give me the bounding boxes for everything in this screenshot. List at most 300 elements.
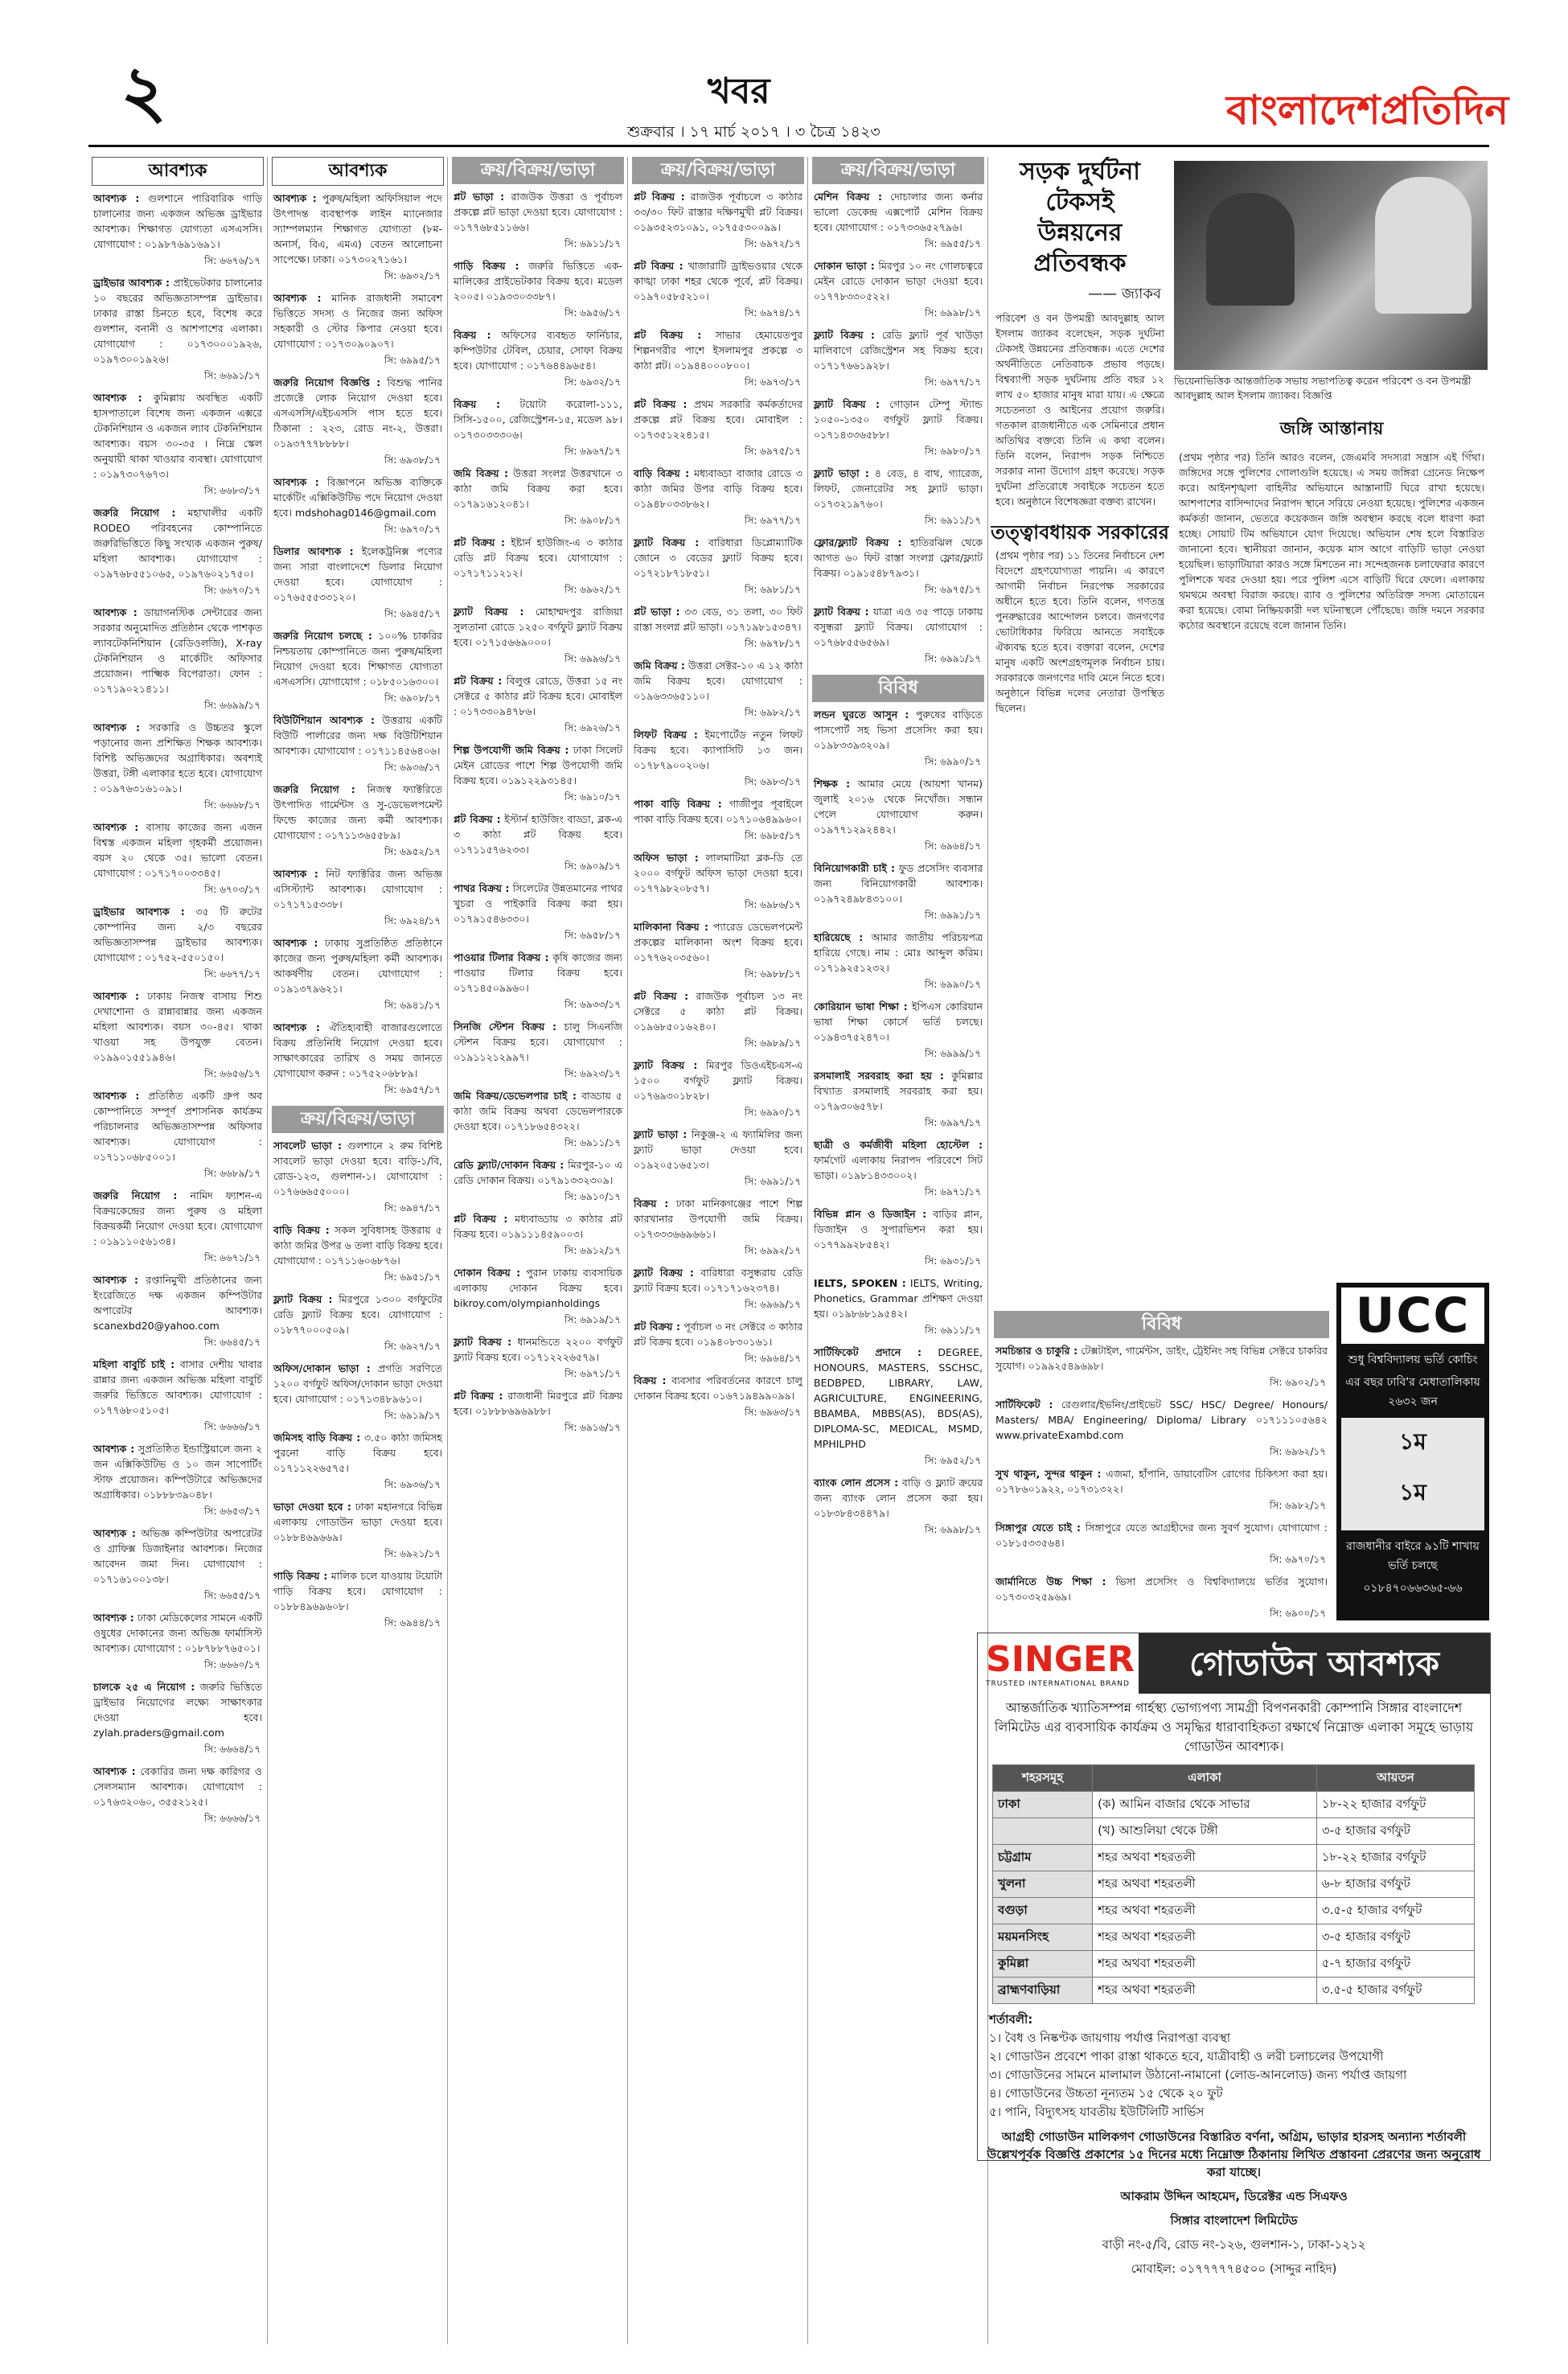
ad-lead: বিনিয়োগকারী চাই : [814,862,895,874]
table-row [993,1818,1475,1845]
ad-lead: শিল্প উপযোগী জমি বিক্রয় : [454,744,569,756]
ad-reference: সি: ৬৯৯১/১৭ [744,1176,801,1187]
ad-lead: রেডি ফ্ল্যাট/দোকান বিক্রয় : [454,1159,564,1171]
ad-lead: আবশ্যক : [273,1021,320,1033]
singer-intro: আন্তর্জাতিক খ্যাতিসম্পন্ন গার্হস্থ্য ভোগ্যপণ্য সামগ্রী বিপণনকারী কোম্পানি সিঙ্গার বাংলাদেশ লিমিটেড এর ব্যবসায়িক কার্যক্রম ও সমৃদ্ধির ধারাবাহিকতা রক্ষার্থে নিম্নোক্ত এলাকা সমূহে ভাড়ায় গোডাউন আবশ্যক। [994,1700,1474,1754]
table-cell-size: ৫-৭ হাজার বর্গফুট [1316,1951,1474,1978]
ad-text: পূর্বাচল ৩ নং সেক্টরে ৩ কাঠার প্লট বিক্রয় হবে। ০১৯৪০৮৩০১৬১। [634,1320,802,1348]
table-cell-area: শহর অথবা শহরতলী [1093,1898,1317,1924]
ad-text: সরকারি ও উচ্চতর স্কুলে পড়ানোর জন্য প্রশিক্ষিত শিক্ষক আবশ্যক। বিশিষ্ট অভিজ্ঞদের অগ্রাধিকার। অবশ্যই উত্তরা, টঙ্গী এলাকার হতে হবে। যোগাযোগ : ০১৯৭৬৩১৬১০৯১। [93,721,262,795]
ad-lead: বিক্রয় : [454,398,501,410]
ad-reference: সি: ৬৯৯০/১৭ [924,756,981,767]
ad-reference: সি: ৬৯১৯/১৭ [564,1314,621,1325]
ad-text: মিরপুরে ১৩০০ বর্গফুটের রেডি ফ্ল্যাট বিক্রয় হবে। যোগাযোগ : ০১৮৭৭০০০৫০৯। [273,1293,442,1336]
ad-reference: সি: ৬৯৯৬/১৭ [564,653,621,664]
news-byline: —— জ্যাকব [1088,285,1161,302]
ad-reference: সি: ৬৬৬৪/১৭ [203,1744,261,1755]
singer-note: আগ্রহী গোডাউন মালিকগণ গোডাউনের বিস্তারিত বর্ণনা, অগ্রিম, ভাড়ার হারসহ অন্যান্য শর্তাবলী উল্লেখপূর্বক বিজ্ঞপ্তি প্রকাশের ১৫ দিনের মধ্যে নিম্নোক্ত ঠিকানায় লিখিত প্রস্তাবনা প্রেরণের জন্য অনুরোধ করা যাচ্ছে। [987,2130,1481,2179]
table-cell-city: বগুড়া [993,1898,1093,1924]
ad-lead: প্লট বিক্রয় : [454,1213,508,1225]
ad-reference: সি: ৬৯০৮/১৭ [564,515,621,526]
ad-text: প্যারেড ডেভেলপমেন্ট প্রকল্পের মালিকানা অংশ বিক্রয় হবে। ০১৭৭৬২০৩৫৬০। [634,921,802,963]
ad-reference: সি: ৬৬৭১/১৭ [203,1252,261,1263]
ad-lead: আবশ্যক : [93,990,139,1002]
ad-lead: সিঙ্গাপুর যেতে চাই : [995,1522,1081,1534]
contact-name: আকরাম উদ্দিন আহমেদ, ডিরেক্টর এন্ড সিএফও [1120,2189,1348,2204]
ad-lead: প্লট বিক্রয় : [634,329,702,341]
ad-lead: ফ্ল্যাট বিক্রয় : [634,1267,694,1279]
news-body-jongi: (প্রথম পৃষ্ঠার পর) তিনি আরও বলেন, জেএমবি সদস্যরা সন্ত্রাস এই গিঁথা। জঙ্গিদের সঙ্গে পুলিশের গোলাগুলি হয়েছে। এ সময় জঙ্গিরা গ্রেনেড নিক্ষেপ করে। আইনশৃঙ্খলা বাহিনীর অভিযানে আস্তানাটি ঘিরে রাখা হয়েছে। আশপাশের বাসিন্দাদের নিরাপদ স্থানে সরিয়ে নেওয়া হয়েছে। পুলিশের একজন কর্মকর্তা জানান, ভেতরে কয়েকজন জঙ্গি অবস্থান করছে বলে ধারণা করা হচ্ছে। সোয়াট টিম অভিযানে যোগ দিয়েছে। অভিযান শেষ হলে বিস্তারিত জানানো হবে। স্থানীয়রা জানান, কয়েক মাস আগে বাড়িটি ভাড়া নেওয়া হয়েছিল। ভাড়াটিয়ারা কারও সঙ্গে মিশতেন না। সন্দেহজনক চলাফেরার কারণে পুলিশকে খবর দেওয়া হয়। পরে পুলিশ এসে বাড়িটি ঘিরে ফেলে। এলাকায় থমথমে অবস্থা বিরাজ করছে। র‌্যাব ও পুলিশের অতিরিক্ত সদস্য মোতায়েন করা হয়েছে। বোমা নিষ্ক্রিয়কারী দল ঘটনাস্থলে পৌঁছেছে। জঙ্গি দমনে সরকার কঠোর অবস্থানে রয়েছে বলে জানান তিনি। [1179,451,1484,631]
ad-reference: সি: ৬৯১৯/১৭ [384,1410,441,1421]
ad-lead: অফিস/দোকান ভাড়া : [273,1362,371,1374]
ad-reference: সি: ৬৯৯০/১৭ [744,1107,801,1118]
ad-text: বিলুপ্ত রোডে, উত্তরা ১৫ নং সেক্টরে ৫ কাঠার প্লট বিক্রয় হবে। মোবাইল : ০১৭৩৩০৯৪৭৮৬। [454,675,622,717]
ad-lead: জার্মানিতে উচ্চ শিক্ষা : [995,1575,1106,1587]
news-column-2 [1174,410,1489,1279]
ad-list [629,189,807,1422]
ad-list [809,189,987,668]
ad-reference: সি: ৬৯৬৯/১৭ [744,1299,801,1310]
ad-lead: ফ্ল্যাট বিক্রয় : [454,606,524,618]
ad-text: ঢাকায় নিজস্ব বাসায় শিশু দেখাশোনা ও রান্নাবান্নার জন্য একজন মহিলা আবশ্যক। বয়স ৩০-৪৫। থাকা খাওয়া সহ উপযুক্ত বেতন। ০১৯৯০১৫৫১৯৪৬। [93,990,262,1063]
ad-text: ইমপোর্টেড নতুন লিফট বিক্রয় হবে। ক্যাপাসিটি ১৩ জন। ০১৭৮৭৯০০২০৬। [634,729,802,771]
ad-lead: আবশ্যক : [273,937,318,949]
classified-ad [269,474,447,520]
condition-item: ২। গোডাউন প্রবেশে পাকা রাস্তা থাকতে হবে, যাত্রীবাহী ও লরী চলাচলের উপযোগী [989,2049,1384,2064]
ad-reference: সি: ৬৬৯৯/১৭ [203,700,261,711]
ad-lead: বাড়ি বিক্রয় : [634,467,690,479]
ad-reference: সি: ৬৯৯৫/১৭ [384,355,441,366]
ad-text: ঐতিহ্যবাহী বাজারগুলোতে বিক্রয় প্রতিনিধি নিয়োগ দেওয়া হবে। সাক্ষাৎকারের তারিখ ও সময় জানতে যোগাযোগ করুন : ০১৭৫২০৬৮৮৯। [273,1021,442,1079]
ad-reference: সি: ৬৯৫৫/১৭ [924,238,981,249]
ad-lead: প্লট বিক্রয় : [634,191,685,203]
ad-lead: মেশিন বিক্রয় : [814,191,882,203]
singer-advertisement [977,1633,1491,2276]
ad-lead: আবশ্যক : [93,1443,135,1455]
classified-ad [449,1211,627,1242]
column-heading: ক্রয়/বিক্রয়/ভাড়া [452,157,624,184]
ad-text: ইপিএস কোরিয়ান ভাষা শিক্ষা কোর্সে ভর্তি চলছে। ০১৯৪৩৭৫২৪৭০। [814,1000,983,1043]
ad-text: সুপ্রতিষ্ঠিত ইন্ডাস্ট্রিয়ালে জন্য ২ জন এক্সিকিউটিভ ও ১০ জন সাপোর্টিং স্টাফ প্রয়োজন। কম্পিউটারে অভিজ্ঞদের অগ্রাধিকার। ০১৮৮৮৩৯০৪৮। [93,1443,263,1501]
ad-text: বারিধারা ডিপ্লোম্যাটিক জোনে ৩ বেডের ফ্ল্যাট বিক্রয় হবে। ০১৭২১৮৭১৮৫১। [634,536,803,579]
column-3 [449,157,628,2344]
ad-text: রাজউক উত্তরা ও পূর্বাচল প্রকল্পে প্লট ভাড়া দেওয়া হবে। যোগাযোগ : ০১৭৭৬৮৫১১৬৬। [454,191,622,233]
ad-lead: অফিস ভাড়া : [634,852,699,864]
ad-reference: সি: ৬৯৯৭/১৭ [924,1117,981,1128]
ad-text: যাত্রা এও ৩৫ পাড়ে ঢাকায় বসুন্ধরা ফ্ল্যাট বিক্রয়। যোগাযোগ : ০১৭৬৮৫৫৬৫৬৯। [814,606,983,648]
conditions [978,2007,1490,2125]
dateline: শুক্রবার । ১৭ মার্চ ২০১৭ । ৩ চৈত্র ১৪২৩ [627,123,880,141]
classified-ad [809,1475,987,1521]
ad-text: মধ্যবাড্ডায় ৩ কাঠার প্লট বিক্রয় হবে। ০১৯১১১৪৫৯০০৩। [454,1213,622,1240]
ad-lead: হারিয়েছে : [814,931,864,943]
classified-ad [88,1088,267,1164]
ad-text: ১০০% চাকরির নিশ্চয়তায় কোম্পানিতে জন্য পুরুষ/মহিলা নিয়োগ দেওয়া হবে। শিক্ষাগত যোগ্যতা এসএসসি। যোগাযোগ : ০১৮৫০১৬৩০০। [273,630,442,688]
ad-reference: সি: ৬৯১১/১৭ [564,1137,621,1148]
ad-text: মোহাম্মদপুর রাজিয়া সুলতানা রোডে ১২৫০ বর্গফুট ফ্ল্যাট বিক্রয় হবে। ০১৭১৫৬৬৯০০০। [454,606,623,648]
table-header-size: আয়তন [1316,1765,1474,1792]
classified-ad [449,673,627,719]
ad-reference: সি: ৬৯৭১/১৭ [564,1368,621,1379]
ad-reference: সি: ৬৯৩১/১৭ [924,1255,981,1267]
ad-lead: জমি বিক্রয় : [634,659,685,672]
ad-text: রাজউক পূর্বাচলে ৩ কাঠার ৩৩/৩০ ফিট রাস্তার দক্ষিণমুখী প্লট বিক্রয়। ০১৯৩৫২৩১০৯১, ০১৭৫৫৩০০৯৯। [634,191,802,233]
ad-lead: আবশ্যক : [93,721,141,733]
ad-reference: সি: ৬৯২১/১৭ [384,1548,441,1559]
news-column-1 [991,157,1169,1307]
ad-lead: জরুরি নিয়োগ চলছে : [273,630,372,642]
classified-ad [629,189,807,235]
ad-text: খাজারাটি ড্রাইভওয়ার থেকে কাঙ্খা ঢাকা শহর থেকে পূর্বে, প্লট বিক্রয়। ০১৯৭০৫৮৫২১০। [634,260,802,302]
ad-lead: প্লট বিক্রয় : [634,990,689,1002]
ad-lead: ফ্লোর/ফ্ল্যাট বিক্রয় : [814,536,902,548]
ad-reference: সি: ৬৯২৪/১৭ [384,915,441,926]
ad-list [88,191,267,1828]
table-cell-city: খুলনা [993,1871,1093,1898]
condition-item: ৫। পানি, বিদ্যুৎসহ যাবতীয় ইউটিলিটি সার্ভিস [989,2105,1205,2119]
ad-reference: সি: ৬৯০২/১৭ [1269,1377,1326,1388]
column-1 [88,157,268,2344]
ad-lead: সার্টিফিকেট প্রদানে : [814,1346,922,1358]
column-heading: বিবিধ [994,1311,1329,1338]
ad-text: ইলেকট্রনিক্স পণ্যের জন্য সারা বাংলাদেশে ডিলার নিয়োগ দেওয়া হবে। যোগাযোগ : ০১৭৬৫৫৫৩৩১২০। [273,545,442,603]
ad-reference: সি: ৬৯০৮/১৭ [384,692,441,704]
classified-ad [269,1020,447,1081]
ad-list [449,189,627,1437]
ad-text: রপ্তানিমুখী প্রতিষ্ঠানের জন্য ইংরেজিতে দক্ষ একজন কম্পিউটার অপারেটর আবশ্যক। scanexbd20@yahoo.com [93,1274,262,1332]
ad-text: ৩.৫০ কাঠা জমিসহ পুরনো বাড়ি বিক্রয় হবে। ০১৭১১২২৬৫৭৫। [273,1431,442,1474]
ad-text: উত্তরা সেক্টর-১০ এ ১২ কাঠা জমি বিক্রয় হবে। যোগাযোগ : ০১৯৬৩৩৬৫১১০। [634,659,802,702]
ad-text: মিরপুর-১০ এ রেডি দোকান বিক্রয়। ০১৭৯১৩৩২৩০৯। [454,1159,622,1186]
classified-ad [449,535,627,581]
classified-ad [88,605,267,696]
singer-logo [978,1639,1139,1688]
column-4 [629,157,808,2344]
classified-ad [809,604,987,650]
singer-title: গোডাউন আবশ্যক [1139,1633,1490,1694]
ad-lead: পাথর বিক্রয় : [454,882,510,894]
table-cell-size: ৬-৮ হাজার বর্গফুট [1316,1871,1474,1898]
ad-text: বাড়ির প্লান, ডিজাইন ও সুপারভিশন করা হয়। ০১৭৭৯৯২৮৫৪২। [814,1208,983,1251]
table-cell-city: ব্রাহ্মণবাড়িয়া [993,1978,1093,2004]
ad-text: বিজ্ঞাপনে অভিজ্ঞ ব্যক্তিকে মার্কেটিং এক্সিকিউটিভ পদে নিয়োগ দেওয়া হবে। mdshohag0146@gmail.com [273,476,442,519]
ad-reference: সি: ৬৯৭৩/১৭ [744,376,801,388]
ad-lead: লন্ডন ঘুরতে আসুন : [814,709,909,721]
ad-lead: সিনজি স্টেশন বিক্রয় : [454,1021,556,1033]
classified-ad [809,1068,987,1114]
classified-ad [991,1343,1332,1374]
classified-ad [809,1275,987,1321]
ad-text: ৪ বেড, ৪ বাথ, গ্যারেজ, লিফট, জেনারেটর সহ ফ্ল্যাট ভাড়া। ০১৭৩২১৯৭৬০। [814,467,983,510]
ad-lead: IELTS, SPOKEN : [814,1277,906,1289]
classified-ad [88,1610,267,1656]
ad-reference: সি: ৬৯৭৫/১৭ [924,584,981,595]
ad-reference: সি: ৬৬৬৮/১৭ [203,799,261,811]
ad-reference: সি: ৬৬৭০/১৭ [203,585,261,596]
classified-ad [809,1206,987,1252]
photo-caption: ভিয়েনাভিত্তিক আন্তর্জাতিক সভায় সভাপতিত্ব করেন পরিবেশ ও বন উপমন্ত্রী আবদুল্লাহ আল ইসলাম জ্যাকব। বিজ্ঞপ্তি [1174,375,1472,401]
ad-lead: আবশ্যক : [93,1274,138,1286]
ad-lead: সুখ থাকুন, সুন্দর থাকুন : [995,1468,1102,1480]
classified-ad [269,544,447,605]
ad-list [269,191,447,1099]
column-heading: ক্রয়/বিক্রয়/ভাড়া [812,157,984,184]
ad-lead: ব্যাংক লোন প্রসেস : [814,1477,899,1489]
ad-lead: প্লট ভাড়া : [454,191,505,203]
ad-text: প্রথম সরকারি কর্মকর্তাদের প্রকল্পে প্লট বিক্রয় হবে। মোবাইল : ০১৭৩৫১২২৪১৫। [634,398,802,441]
ad-reference: সি: ৬৯৫৭/১৭ [384,1084,441,1095]
ad-lead: প্লট বিক্রয় : [454,536,506,548]
ad-lead: প্লট বিক্রয় : [454,675,503,687]
ucc-footer: রাজধানীর বাইরে ৯১টি শাখায় ভর্তি চলছে [1346,1540,1480,1572]
ad-text: উত্তরা সংলগ্ন উত্তরখানে ৩ কাঠা জমি বিক্রয় করা হবে। ০১৭৯১৬১২০৪১। [454,467,622,510]
ad-reference: সি: ৬৯৪৭/১৭ [384,1202,441,1214]
ad-text: দোচালার জন্য কর্নার ভালো ডেকেন্দ্র এক্সপোর্ট মেশিন বিক্রয় হবে। যোগাযোগ : ০১৭৩৩৬৫২৭৯৬। [814,191,983,233]
ad-lead: প্লট বিক্রয় : [634,398,688,410]
ad-lead: গাড়ি বিক্রয় : [454,260,519,272]
ad-reference: সি: ৬৬৮৯/১৭ [203,1168,261,1179]
ad-lead: ড্রাইভার আবশ্যক : [93,277,170,289]
classified-ad [809,999,987,1045]
classified-ad [449,742,627,788]
classified-ad [269,1430,447,1476]
ad-reference: সি: ৬৯৬৩/১৭ [744,1407,801,1418]
ad-reference: সি: ৬৯৩৬/১৭ [384,1479,441,1490]
ad-lead: আবশ্যক : [93,1765,136,1777]
classified-ad [991,1397,1332,1443]
company-mobile: মোবাইল: ০১৭৭৭৭৭৪৫০০ (সাদ্দুর নাহিদ) [1131,2261,1337,2276]
ucc-advertisement [1336,1283,1489,1620]
classified-ad [449,811,627,857]
classified-ad [629,658,807,704]
classified-ad [269,866,447,912]
classified-ad [449,1334,627,1365]
ad-text: রাজউক পূর্বাচল ১৩ নং সেক্টরে ৫ কাঠা প্লট বিক্রয়। ০১৯৬৮৫০১৬২৪০। [634,990,802,1033]
ad-reference: সি: ৬৬৭৬/১৭ [203,255,261,266]
ad-reference: সি: ৬৬৮৩/১৭ [203,485,261,496]
table-row [993,1924,1475,1951]
header-rule [88,145,1489,147]
ad-text: কৃষি কাজের জন্য পাওয়ার টিলার বিক্রয় হবে। ০১৭১৪৫০৯৯৬০। [454,951,622,994]
ad-reference: সি: ৬৯৮৯/১৭ [744,1037,801,1049]
ad-reference: সি: ৬৯৬২/১৭ [1269,1446,1326,1457]
table-cell-size: ৩.৫-৫ হাজার বর্গফুট [1316,1898,1474,1924]
ad-reference: সি: ৬৯৩৬/১৭ [384,762,441,773]
classified-ad [88,1679,267,1740]
table-body [993,1792,1475,2004]
ad-lead: বিউটিশিয়ান আবশ্যক : [273,714,375,726]
classified-ad [88,1764,267,1809]
news-headline: সড়ক দুর্ঘটনা টেকসই [1020,158,1140,216]
column-5 [809,157,988,2344]
classified-ad [269,782,447,843]
ad-lead: সাবলেট ভাড়া : [273,1140,342,1152]
ad-text: IELTS, Writing, Phonetics, Grammar প্রশিক্ষণ দেওয়া হয়। ০১৯৮৬৮১৯৫৪২। [814,1277,983,1320]
ad-text: প্রাইভেটকার চালানোর ১০ বছরের অভিজ্ঞতাসম্পন্ন ড্রাইভার। ঢাকার রাস্তা চিনতে হবে, বিশেষ করে গুলশান, বনানী ও আশপাশের এলাকা। যোগাযোগ : ০১৭৩০০০১৯২৬, ০১৯৭৩০০১৯২৬। [93,277,262,365]
ad-text: বাড়ি ও ফ্ল্যাট ক্রয়ের জন্য ব্যাংক লোন প্রসেস করা হয়। ০১৮৩৮৪৩৪৪৭৯। [814,1477,983,1519]
company-name: সিঙ্গার বাংলাদেশ লিমিটেড [1170,2213,1298,2228]
sub-heading: ক্রয়/বিক্রয়/ভাড়া [272,1106,444,1133]
table-cell-area: শহর অথবা শহরতলী [1093,1978,1317,2004]
ad-text: মধ্যবাড্ডা বাজার রোডে ৩ কাঠা জমির উপর বাড়ি বিক্রয় হবে। ০১৯৪৮০৩৩৮৬২। [634,467,802,510]
classified-ad [629,919,807,965]
classified-ad [88,191,267,252]
ad-reference: সি: ৬৬৪৫/১৭ [203,1337,261,1348]
classified-ad [629,1265,807,1296]
ad-reference: সি: ৬৯১২/১৭ [564,1245,621,1256]
ad-text: ৩৩ বেড, ৩১ তলা, ৩০ ফিট রাস্তা সংলগ্ন প্লট ভাড়া। ০১৭১৯৮১৫৩৪৭। [634,606,802,633]
table-cell-area: শহর অথবা শহরতলী [1093,1951,1317,1978]
ad-lead: ফ্ল্যাট বিক্রয় : [273,1293,333,1305]
ad-text: মিরপুর ১০ নং গোলচত্বরে মেইন রোডে দোকান ভাড়া দেওয়া হবে। ০১৭৭৮৩৩০৫২২। [814,260,983,302]
classified-ad [629,396,807,442]
ad-text: ঢাকায় সুপ্রতিষ্ঠিত প্রতিষ্ঠানে কাজের জন্য পুরুষ/মহিলা কর্মী আবশ্যক। আকর্ষণীয় বেতন। যোগাযোগ : ০১৯১৩৭৯৬২১। [273,937,443,995]
ad-lead: ফ্ল্যাট বিক্রয় : [814,329,875,341]
classified-ad [88,720,267,796]
ad-text: ফুড প্রসেসিং ব্যবসার জন্য বিনিয়োগকারী আবশ্যক। ০১৯৭২৪৯৮৪৩১০০। [814,862,983,905]
ad-reference: সি: ৬৯৯৮/১৭ [924,307,981,318]
table-cell-city [993,1818,1093,1845]
ad-reference: সি: ৬৯৭১/১৭ [924,1186,981,1197]
classified-ad [629,796,807,827]
table-cell-city: ময়মনসিংহ [993,1924,1093,1951]
classified-ad [809,466,987,511]
table-row [993,1792,1475,1818]
classified-ad [269,713,447,758]
condition-item: ৪। গোডাউনের উচ্চতা নূন্যতম ১৫ থেকে ২০ ফুট [989,2086,1223,2101]
classified-ad [629,327,807,373]
news-headline-3: তত্ত্বাবধায়ক সরকারের [991,521,1169,544]
ad-text: মিরপুর ডিওএইচএস-এ ১৫০০ বর্গফুট ফ্ল্যাট বিক্রয়। ০১৭৬৯৩০১৮২৮। [634,1059,802,1102]
person-left-image [1206,193,1295,306]
ad-reference: সি: ৬৯৪১/১৭ [384,1000,441,1011]
classified-ad [449,1088,627,1134]
table-cell-area: শহর অথবা শহরতলী [1093,1871,1317,1898]
classified-ad [269,935,447,996]
ad-lead: আবশ্যক : [93,821,139,833]
table-row [993,1951,1475,1978]
news-body: পরিবেশ ও বন উপমন্ত্রী আবদুল্লাহ আল ইসলাম জ্যাকব বলেছেন, সড়ক দুর্ঘটনা টেকসই উন্নয়নের প্রতিবন্ধক। এতে দেশের অর্থনীতিতে নেতিবাচক প্রভাব পড়ছে। বিশ্বব্যাপী সড়ক দুর্ঘটনায় প্রতি বছর ১২ লাখ ৫০ হাজার মানুষ মারা যায়। এ ক্ষেত্রে সচেতনতা ও আইনের প্রয়োগ জরুরি। গতকাল রাজধানীতে এক সেমিনারে প্রধান অতিথির বক্তব্যে তিনি এ কথা বলেন। তিনি বলেন, নিরাপদ সড়ক নিশ্চিতে সরকার নানা উদ্যোগ গ্রহণ করেছে। সড়ক দুর্ঘটনা প্রতিরোধে সবাইকে সচেতন হতে হবে। অনুষ্ঠানে বিশেষজ্ঞরা বক্তব্য রাখেন। [995,312,1164,507]
section-name: খবর [708,71,770,112]
ad-reference: সি: ৬৯৭৮/১৭ [744,638,801,649]
column-heading: আবশ্যক [92,157,264,186]
ad-text: কুমিল্লার বিখ্যাত রসমালাই সরবরাহ করা হয়। ০১৭৯৩০৬৫৭৮। [814,1070,983,1112]
ad-text: মানিক রাজধানী সমাবেশ ভিত্তিতে সদস্য ও নিজের জন্য অফিস সহকারী ও স্টোর কিপার নেওয়া হবে। যোগাযোগ : ০১৭৩০৯০৯০৭। [273,292,442,350]
classified-ad [809,776,987,837]
ad-reference: সি: ৬৯৫৬/১৭ [564,307,621,318]
ad-text: বেকারির জন্য দক্ষ কারিগর ও সেলসম্যান আবশ্যক। যোগাযোগ : ০১৭৬৩২০৬০, ৩৫৫২১২৫। [93,1765,262,1808]
ad-list [269,1138,447,1633]
ad-reference: সি: ৬৬৯১/১৭ [203,370,261,381]
classified-ad [449,258,627,304]
classified-ad [88,390,267,482]
masthead-part1: বাংলাদেশ [1226,86,1381,133]
ad-text: টয়োটা করোলা-১১১, সিসি-১৫০০, রেজিস্ট্রেশন-১৫, মডেল ৯৮। ০১৭৩০৩৩৩০৬। [454,398,622,441]
ad-reference: সি: ৬৯২৩/১৭ [564,1068,621,1079]
ad-reference: সি: ৬৯৯০/১৭ [924,979,981,990]
ucc-line1: শুধু বিশ্ববিদ্যালয় ভর্তি কোচিং [1348,1353,1478,1366]
ad-lead: ফ্ল্যাট বিক্রয় : [454,1336,512,1348]
ad-reference: সি: ৬৭০৩/১৭ [203,884,261,895]
ad-reference: সি: ৬৯৭৭/১৭ [924,376,981,388]
classified-ad [629,1373,807,1403]
ad-lead: প্লট বিক্রয় : [454,813,501,825]
ad-lead: ফ্ল্যাট বিক্রয় : [634,536,700,548]
ad-lead: ফ্ল্যাট বিক্রয় : [814,398,880,410]
ucc-result-1: ১ম [1399,1428,1426,1455]
ad-lead: প্লট বিক্রয় : [454,1390,503,1402]
ad-reference: সি: ৬৬৬৬/১৭ [203,1421,261,1432]
condition-item: ১। বৈধ ও নিষ্কণ্টক জায়গায় পর্যাপ্ত নিরাপত্তা ব্যবস্থা [989,2031,1231,2045]
ad-reference: সি: ৬৯৯১/১৭ [924,910,981,921]
ad-lead: ডিলার আবশ্যক : [273,545,354,557]
table-cell-size: ৩-৫ হাজার বর্গফুট [1316,1924,1474,1951]
ad-reference: সি: ৬৯৮০/১৭ [924,446,981,457]
ad-lead: পাওয়ার টিলার বিক্রয় : [454,951,549,963]
company-address: বাড়ী নং-৫/বি, রোড নং-১২৬, গুলশান-১, ঢাকা-১২১২ [1102,2237,1366,2252]
ad-text: মহাখালীর একটি RODEO পরিবহনের কোম্পানিতে জরুরিভিত্তিতে কিছু সংখ্যক একজন পুরুষ/মহিলা আবশ্যক। যোগাযোগ : ০১৯৭৬৮৫৫১০৬৫, ০১৯৭৬০২১৭৫০। [93,507,262,580]
godown-table [992,1764,1475,2004]
ad-reference: সি: ৬৯০৯/১৭ [564,860,621,872]
ad-lead: কোরিয়ান ভাষা শিক্ষা : [814,1000,908,1012]
ad-text: মালিক চলে যাওয়ায় টয়োটা গাড়ি বিক্রয় হবে। যোগাযোগ : ০১৮৮৪৯৬৯৬০৮। [273,1570,443,1612]
table-cell-area: (ক) আমিন বাজার থেকে সাভার [1093,1792,1317,1818]
ad-reference: সি: ৬৯৯১/১৭ [924,653,981,664]
table-row [993,1898,1475,1924]
ad-reference: সি: ৬৯১৬/১৭ [564,1422,621,1433]
ad-text: কুমিল্লায় অবস্থিত একটি হাসপাতালে বিশেষ জন্য একজন এক্সরে টেকনিশিয়ান ও একজন ল্যাব টেকনিশিয়ান আবশ্যক। বয়স ৩০-৩৫ । নিম্নে স্কেল অনুযায়ী থাকা খাওয়ার ব্যবস্থা। যোগাযোগ : ০১৯৭৩০৭৬৭৩। [93,392,262,480]
ad-reference: সি: ৬৯১০/১৭ [564,791,621,803]
ad-lead: বিক্রয় : [454,329,491,341]
classified-ad [629,727,807,773]
classified-ad [269,1361,447,1407]
classified-ad [629,850,807,896]
classified-ad [629,1196,807,1242]
ad-list [809,707,987,1539]
ad-lead: বিভিন্ন প্লান ও ডিজাইন : [814,1208,927,1220]
ad-lead: দোকান ভাড়া : [814,260,875,272]
classified-ad [269,1292,447,1337]
classified-ad [269,191,447,267]
classified-ad [809,1345,987,1452]
ad-reference: সি: ৬৯৫২/১৭ [924,1455,981,1466]
ad-reference: সি: ৬৯১১/১৭ [924,1325,981,1336]
table-cell-area: (খ) আশুলিয়া থেকে টঙ্গী [1093,1818,1317,1845]
classified-ad [449,466,627,511]
ad-lead: ভাড়া দেওয়া হবে : [273,1501,351,1513]
ad-text: নিজস্ব ফ্যাক্টরিতে উৎপাদিত গার্মেন্টস ও সু-ডেভেলপমেন্ট ফিল্ডে কাজের জন্য কর্মী আবশ্যক। যোগাযোগ : ০১৭১১৩৬৫৫৮৯। [273,783,442,841]
ad-list [991,1343,1332,1623]
classified-ad [88,904,267,965]
table-cell-city: চট্টগ্রাম [993,1845,1093,1871]
classified-ad [449,950,627,996]
classified-ad [809,258,987,304]
ad-lead: জরুরি নিয়োগ : [93,1189,178,1201]
ad-lead: বিক্রয় : [634,1197,669,1210]
ad-text: আমার জাতীয় পরিচয়পত্র হারিয়ে গেছে। নাম : মোঃ আব্দুল করিম। ০১৭১৯২৫১২৩২। [814,931,983,974]
ad-text: নিকুঞ্জ-২ এ ফ্যামিলির জন্য ফ্ল্যাট ভাড়া দেওয়া হবে। ০১৯২০৫১৬৫১৩। [634,1128,803,1171]
ad-lead: ফ্ল্যাট বিক্রয় : [634,1059,698,1071]
ad-lead: সার্টিফিকেট : [995,1399,1053,1411]
column-2 [269,157,448,2344]
ad-reference: সি: ৬৯৭৪/১৭ [744,307,801,318]
ad-reference: সি: ৬৯৫১/১৭ [384,1271,441,1283]
ad-lead: আবশ্যক : [273,476,319,488]
classified-ad [629,1319,807,1349]
ad-text: এজমা, হাঁপানি, ডায়াবেটিস রোগের চিকিৎসা করা হয়। ০১৭৮৬০১৯২২, ০১৭৩১৩২২। [995,1468,1328,1495]
news-headline-2: উন্নয়নের প্রতিবন্ধক [1033,219,1127,277]
ad-reference: সি: ৬৯৩২/১৭ [384,270,441,281]
